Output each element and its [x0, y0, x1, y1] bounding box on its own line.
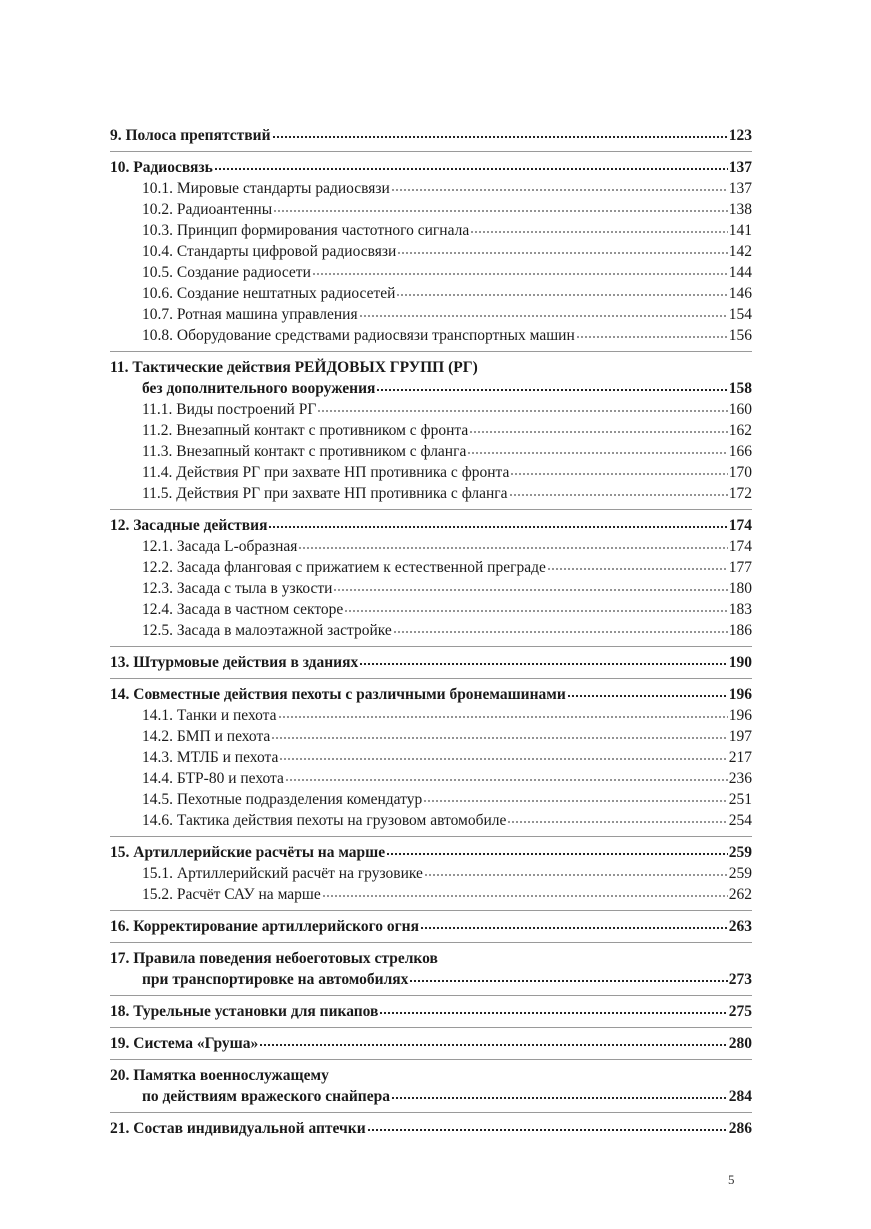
toc-entry-page: 174	[728, 538, 752, 555]
dot-leader	[386, 852, 728, 856]
dot-leader	[214, 167, 728, 171]
dot-leader	[278, 715, 728, 719]
toc-entry-title: 10.7. Ротная машина управления	[142, 306, 358, 323]
toc-entry-title: 12.2. Засада фланговая с прижатием к естественной преграде	[142, 559, 546, 576]
dot-leader	[510, 472, 727, 476]
toc-subsection-entry[interactable]	[110, 441, 752, 462]
toc-entry-title: 16. Корректирование артиллерийского огня	[110, 918, 419, 935]
toc-entry-title: 15.2. Расчёт САУ на марше	[142, 886, 321, 903]
toc-subsection-entry[interactable]	[110, 178, 752, 199]
toc-subsection-entry[interactable]	[110, 863, 752, 884]
toc-chapter-entry[interactable]	[110, 1118, 752, 1139]
toc-entry-title: без дополнительного вооружения	[142, 380, 376, 397]
dot-leader	[312, 272, 728, 276]
toc-entry-page: 172	[728, 485, 752, 502]
section-separator	[110, 678, 752, 679]
toc-chapter-entry[interactable]	[110, 1086, 752, 1107]
dot-leader	[379, 1011, 727, 1015]
dot-leader	[423, 799, 728, 803]
dot-leader	[271, 736, 727, 740]
toc-entry-title: 15.1. Артиллерийский расчёт на грузовике	[142, 865, 423, 882]
dot-leader	[567, 694, 728, 698]
section-separator	[110, 942, 752, 943]
toc-entry-title: 14.6. Тактика действия пехоты на грузовом автомобиле	[142, 812, 507, 829]
toc-subsection-entry[interactable]	[110, 283, 752, 304]
toc-entry-page: 217	[728, 749, 752, 766]
toc-chapter-entry[interactable]	[110, 1001, 752, 1022]
toc-chapter-entry[interactable]	[110, 916, 752, 937]
dot-leader	[409, 979, 727, 983]
dot-leader	[391, 188, 728, 192]
toc-chapter-entry[interactable]	[110, 378, 752, 399]
dot-leader	[509, 493, 728, 497]
toc-entry-title: 11. Тактические действия РЕЙДОВЫХ ГРУПП (РГ)	[110, 359, 478, 376]
toc-subsection-entry[interactable]	[110, 557, 752, 578]
toc-subsection-entry[interactable]	[110, 599, 752, 620]
toc-subsection-entry[interactable]	[110, 420, 752, 441]
toc-subsection-entry[interactable]	[110, 199, 752, 220]
toc-subsection-entry[interactable]	[110, 399, 752, 420]
toc-entry-page: 186	[728, 622, 752, 639]
dot-leader	[470, 230, 728, 234]
toc-entry-title: 20. Памятка военнослужащему	[110, 1067, 329, 1084]
toc-entry-page: 251	[728, 791, 752, 808]
toc-entry-title: 13. Штурмовые действия в зданиях	[110, 654, 359, 671]
section-separator	[110, 1112, 752, 1113]
toc-subsection-entry[interactable]	[110, 220, 752, 241]
toc-entry-title: 11.1. Виды построений РГ	[142, 401, 317, 418]
toc-entry-title: 15. Артиллерийские расчёты на марше	[110, 844, 386, 861]
toc-entry-title: 12.4. Засада в частном секторе	[142, 601, 344, 618]
dot-leader	[359, 314, 728, 318]
toc-subsection-entry[interactable]	[110, 304, 752, 325]
dot-leader	[467, 451, 727, 455]
toc-chapter-entry[interactable]	[110, 1033, 752, 1054]
toc-entry-title: 10. Радиосвязь	[110, 159, 213, 176]
toc-entry-title: 14.5. Пехотные подразделения комендатур	[142, 791, 423, 808]
toc-subsection-entry[interactable]	[110, 462, 752, 483]
toc-chapter-entry[interactable]	[110, 652, 752, 673]
toc-subsection-entry[interactable]	[110, 536, 752, 557]
toc-entry-title: 12.3. Засада с тыла в узкости	[142, 580, 333, 597]
toc-entry-title: 14.3. МТЛБ и пехота	[142, 749, 279, 766]
toc-entry-page: 196	[728, 686, 752, 703]
toc-entry-page: 236	[728, 770, 752, 787]
toc-entry-page: 259	[728, 865, 752, 882]
table-of-contents	[110, 125, 752, 1139]
toc-entry-page: 284	[728, 1088, 752, 1105]
dot-leader	[298, 546, 727, 550]
toc-entry-page: 190	[728, 654, 752, 671]
dot-leader	[344, 609, 727, 613]
dot-leader	[268, 525, 727, 529]
toc-entry-title: 17. Правила поведения небоеготовых стрелков	[110, 950, 438, 967]
toc-entry-title: 11.5. Действия РГ при захвате НП противника с фланга	[142, 485, 508, 502]
toc-entry-title: 12. Засадные действия	[110, 517, 268, 534]
toc-entry-title: при транспортировке на автомобилях	[142, 971, 409, 988]
toc-subsection-entry[interactable]	[110, 789, 752, 810]
toc-entry-page: 280	[728, 1035, 752, 1052]
page-number: 5	[728, 1172, 735, 1187]
toc-entry-title: 14. Совместные действия пехоты с различными бронемашинами	[110, 686, 566, 703]
section-separator	[110, 910, 752, 911]
toc-entry-page: 138	[728, 201, 752, 218]
section-separator	[110, 509, 752, 510]
toc-entry-title: по действиям вражеского снайпера	[142, 1088, 390, 1105]
toc-entry-page: 156	[728, 327, 752, 344]
toc-entry-title: 11.2. Внезапный контакт с противником с фронта	[142, 422, 469, 439]
dot-leader	[272, 135, 728, 139]
dot-leader	[259, 1043, 728, 1047]
toc-entry-page: 174	[728, 517, 752, 534]
toc-subsection-entry[interactable]	[110, 810, 752, 831]
toc-entry-title: 21. Состав индивидуальной аптечки	[110, 1120, 366, 1137]
toc-subsection-entry[interactable]	[110, 726, 752, 747]
section-separator	[110, 1059, 752, 1060]
dot-leader	[424, 873, 728, 877]
toc-entry-title: 11.4. Действия РГ при захвате НП противника с фронта	[142, 464, 510, 481]
toc-entry-page: 160	[728, 401, 752, 418]
toc-entry-page: 154	[728, 306, 752, 323]
dot-leader	[507, 820, 727, 824]
section-separator	[110, 351, 752, 352]
toc-subsection-entry[interactable]	[110, 578, 752, 599]
toc-entry-title: 10.2. Радиоантенны	[142, 201, 273, 218]
toc-entry-page: 137	[728, 159, 752, 176]
toc-entry-title: 10.5. Создание радиосети	[142, 264, 311, 281]
toc-entry-page: 146	[728, 285, 752, 302]
toc-entry-page: 262	[728, 886, 752, 903]
toc-chapter-entry[interactable]	[110, 125, 752, 146]
toc-chapter-entry[interactable]	[110, 357, 752, 378]
toc-subsection-entry[interactable]	[110, 325, 752, 346]
dot-leader	[397, 251, 727, 255]
toc-entry-page: 259	[728, 844, 752, 861]
toc-entry-page: 123	[728, 127, 752, 144]
toc-chapter-entry[interactable]	[110, 842, 752, 863]
section-separator	[110, 646, 752, 647]
toc-entry-page: 263	[728, 918, 752, 935]
toc-entry-page: 158	[728, 380, 752, 397]
toc-entry-title: 10.8. Оборудование средствами радиосвязи транспортных машин	[142, 327, 575, 344]
toc-entry-title: 10.6. Создание нештатных радиосетей	[142, 285, 396, 302]
toc-entry-page: 196	[728, 707, 752, 724]
toc-entry-title: 10.1. Мировые стандарты радиосвязи	[142, 180, 390, 197]
dot-leader	[279, 757, 727, 761]
toc-entry-page: 166	[728, 443, 752, 460]
toc-chapter-entry[interactable]	[110, 515, 752, 536]
toc-entry-page: 286	[728, 1120, 752, 1137]
toc-subsection-entry[interactable]	[110, 705, 752, 726]
toc-chapter-entry[interactable]	[110, 948, 752, 969]
dot-leader	[547, 567, 728, 571]
toc-entry-title: 19. Система «Груша»	[110, 1035, 259, 1052]
toc-entry-page: 180	[728, 580, 752, 597]
section-separator	[110, 1027, 752, 1028]
dot-leader	[273, 209, 728, 213]
toc-entry-page: 273	[728, 971, 752, 988]
dot-leader	[317, 409, 727, 413]
toc-chapter-entry[interactable]	[110, 157, 752, 178]
toc-entry-title: 14.2. БМП и пехота	[142, 728, 271, 745]
toc-entry-page: 197	[728, 728, 752, 745]
dot-leader	[420, 926, 728, 930]
toc-chapter-entry[interactable]	[110, 684, 752, 705]
dot-leader	[367, 1128, 728, 1132]
dot-leader	[376, 388, 727, 392]
toc-subsection-entry[interactable]	[110, 884, 752, 905]
toc-entry-page: 141	[728, 222, 752, 239]
toc-entry-title: 11.3. Внезапный контакт с противником с фланга	[142, 443, 467, 460]
toc-entry-page: 142	[728, 243, 752, 260]
toc-subsection-entry[interactable]	[110, 241, 752, 262]
dot-leader	[396, 293, 727, 297]
toc-entry-page: 170	[728, 464, 752, 481]
toc-entry-title: 14.4. БТР-80 и пехота	[142, 770, 284, 787]
toc-entry-page: 183	[728, 601, 752, 618]
toc-entry-page: 275	[728, 1003, 752, 1020]
dot-leader	[393, 630, 728, 634]
toc-chapter-entry[interactable]	[110, 969, 752, 990]
toc-entry-title: 14.1. Танки и пехота	[142, 707, 277, 724]
toc-entry-page: 254	[728, 812, 752, 829]
toc-subsection-entry[interactable]	[110, 747, 752, 768]
toc-entry-title: 9. Полоса препятствий	[110, 127, 271, 144]
dot-leader	[333, 588, 727, 592]
toc-entry-title: 10.3. Принцип формирования частотного сигнала	[142, 222, 470, 239]
section-separator	[110, 836, 752, 837]
toc-subsection-entry[interactable]	[110, 768, 752, 789]
toc-entry-page: 137	[728, 180, 752, 197]
toc-entry-title: 18. Турельные установки для пикапов	[110, 1003, 379, 1020]
dot-leader	[285, 778, 728, 782]
toc-subsection-entry[interactable]	[110, 620, 752, 641]
dot-leader	[576, 335, 728, 339]
toc-entry-title: 12.5. Засада в малоэтажной застройке	[142, 622, 392, 639]
section-separator	[110, 151, 752, 152]
dot-leader	[469, 430, 728, 434]
toc-chapter-entry[interactable]	[110, 1065, 752, 1086]
toc-entry-title: 12.1. Засада L-образная	[142, 538, 298, 555]
toc-entry-title: 10.4. Стандарты цифровой радиосвязи	[142, 243, 397, 260]
section-separator	[110, 995, 752, 996]
toc-entry-page: 144	[728, 264, 752, 281]
dot-leader	[391, 1096, 728, 1100]
dot-leader	[359, 662, 728, 666]
toc-entry-page: 177	[728, 559, 752, 576]
toc-subsection-entry[interactable]	[110, 483, 752, 504]
dot-leader	[322, 894, 728, 898]
toc-entry-page: 162	[728, 422, 752, 439]
toc-subsection-entry[interactable]	[110, 262, 752, 283]
